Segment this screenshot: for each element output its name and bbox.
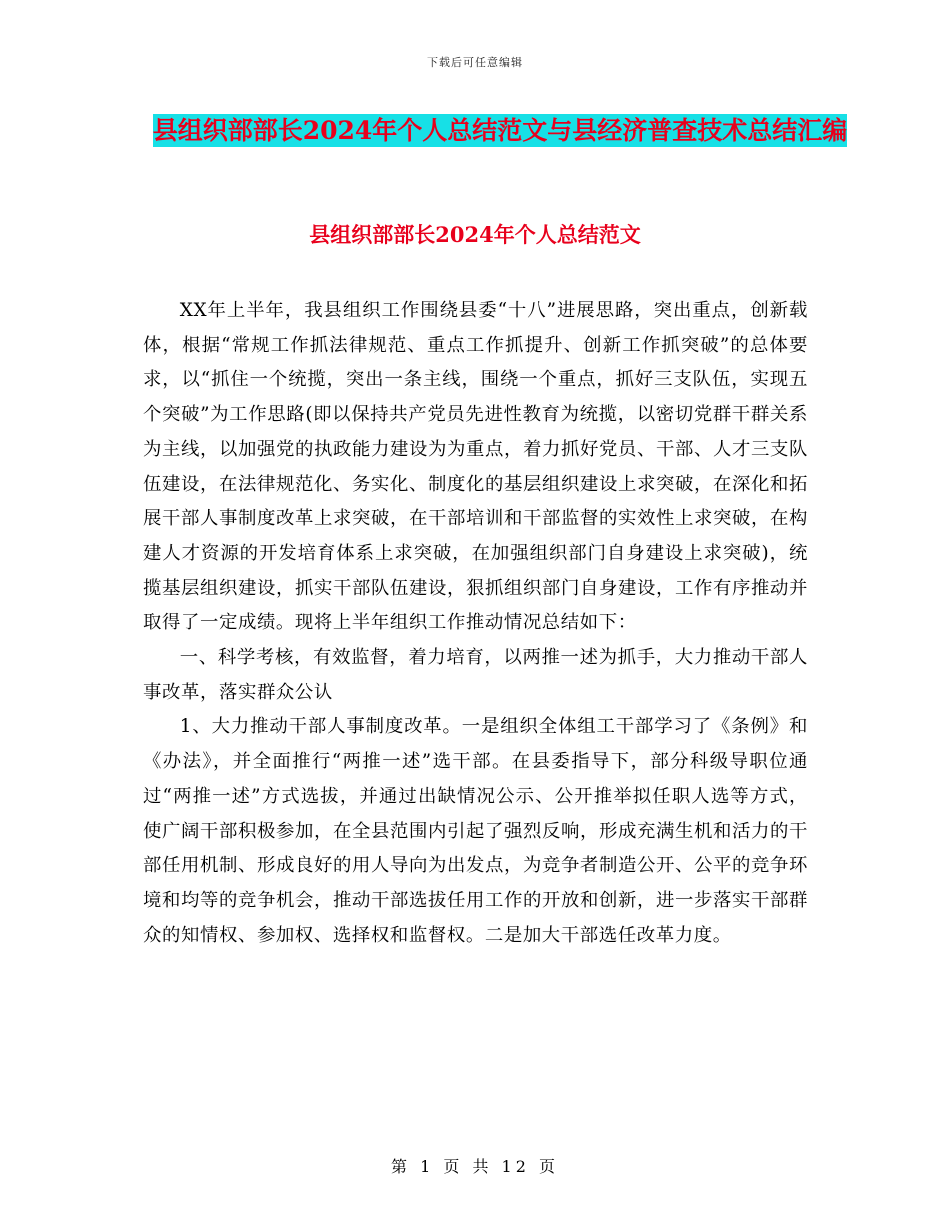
document-title-text: 县组织部部长2024年个人总结范文与县经济普查技术总结汇编 (152, 116, 848, 145)
body-paragraph: 一、科学考核，有效监督，着力培育，以两推一述为抓手，大力推动干部人事改革，落实群众公认 (143, 647, 808, 703)
section-title: 县组织部部长2024年个人总结范文 (309, 222, 641, 247)
page-header-note: 下载后可任意编辑 (427, 56, 523, 69)
document-body (143, 294, 808, 953)
body-paragraph: XX年上半年，我县组织工作围绕县委“十八”进展思路，突出重点，创新载体，根据“常规工作抓法律规范、重点工作抓提升、创新工作抓突破”的总体要求，以“抓住一个统揽，突出一条主线，围绕一个重点，抓好三支队伍，实现五个突破”为工作思路(即以保持共产党员先进性教育为统揽，以密切党群干群关系为主线，以加强党的执政能力建设为为重点，着力抓好党员、干部、人才三支队伍建设，在法律规范化、务实化、制度化的基层组织建设上求突破，在深化和拓展干部人事制度改革上求突破，在干部培训和干部监督的实效性上求突破，在构建人才资源的开发培育体系上求突破，在加强组织部门自身建设上求突破)，统揽基层组织建设，抓实干部队伍建设，狠抓组织部门自身建设，工作有序推动并取得了一定成绩。现将上半年组织工作推动情况总结如下： (143, 300, 808, 634)
body-paragraph: 1、大力推动干部人事制度改革。一是组织全体组工干部学习了《条例》和《办法》，并全面推行“两推一述”选干部。在县委指导下，部分科级导职位通过“两推一述”方式选拔，并通过出缺情况公示、公开推举拟任职人选等方式，使广阔干部积极参加，在全县范围内引起了强烈反响，形成充满生机和活力的干部任用机制、形成良好的用人导向为出发点，为竞争者制造公开、公平的竞争环境和均等的竞争机会，推动干部选拔任用工作的开放和创新，进一步落实干部群众的知情权、参加权、选择权和监督权。二是加大干部选任改革力度。 (143, 716, 808, 946)
page-number: 第 1 页 共 12 页 (391, 1157, 559, 1176)
document-title (140, 108, 860, 154)
